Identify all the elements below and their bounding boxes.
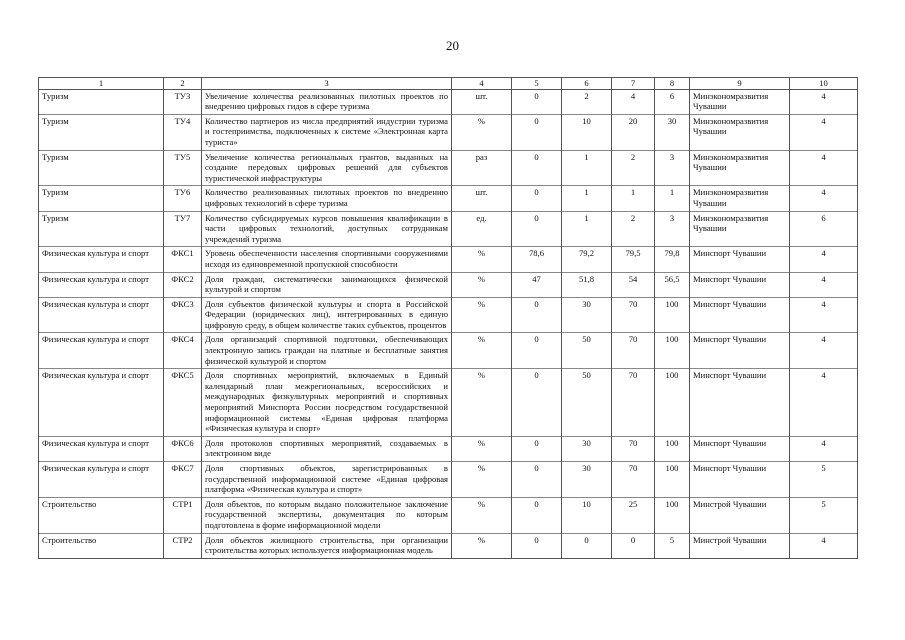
unit-cell: % [452,114,512,150]
table-row [39,211,858,247]
code-cell: ФКС3 [164,297,202,333]
number-cell: 4 [790,297,858,333]
unit-cell: % [452,436,512,461]
value-cell: 100 [655,462,690,498]
indicator-cell: Уровень обеспеченности населения спортивными сооружениями исходя из единовременной пропускной способности [202,247,452,272]
unit-cell: % [452,462,512,498]
column-header: 9 [690,78,790,90]
code-cell: ФКС2 [164,272,202,297]
code-cell: СТР2 [164,533,202,558]
table-row [39,247,858,272]
value-cell: 70 [612,297,655,333]
value-cell: 100 [655,369,690,437]
code-cell: ТУ7 [164,211,202,247]
code-cell: ТУ3 [164,89,202,114]
number-cell: 4 [790,533,858,558]
column-header: 1 [39,78,164,90]
number-cell: 4 [790,89,858,114]
value-cell: 70 [612,369,655,437]
unit-cell: % [452,333,512,369]
area-cell: Туризм [39,114,164,150]
area-cell: Туризм [39,186,164,211]
value-cell: 70 [612,436,655,461]
value-cell: 10 [562,114,612,150]
indicator-cell: Количество реализованных пилотных проектов по внедрению цифровых технологий в сфере туризма [202,186,452,211]
value-cell: 78,6 [512,247,562,272]
indicator-cell: Доля субъектов физической культуры и спорта в Российской Федерации (юридических лиц), интегрированных в единую цифровую среду, в общем количестве таких субъектов, процентов [202,297,452,333]
value-cell: 79,8 [655,247,690,272]
value-cell: 100 [655,436,690,461]
indicator-cell: Доля объектов, по которым выдано положительное заключение государственной экспертизы, документация по которым подготовлена в форме информационной модели [202,497,452,533]
table-row [39,436,858,461]
code-cell: ФКС5 [164,369,202,437]
value-cell: 0 [512,497,562,533]
value-cell: 79,2 [562,247,612,272]
value-cell: 79,5 [612,247,655,272]
table-row [39,297,858,333]
value-cell: 25 [612,497,655,533]
value-cell: 3 [655,150,690,186]
value-cell: 2 [562,89,612,114]
table-body [39,89,858,558]
value-cell: 1 [612,186,655,211]
area-cell: Туризм [39,150,164,186]
table-row [39,272,858,297]
value-cell: 1 [655,186,690,211]
indicator-cell: Доля организаций спортивной подготовки, обеспечивающих электронную запись граждан на платные и бесплатные занятия физической культурой и спортом [202,333,452,369]
value-cell: 30 [655,114,690,150]
area-cell: Физическая культура и спорт [39,462,164,498]
page-number: 20 [446,38,459,53]
indicator-cell: Доля протоколов спортивных мероприятий, создаваемых в электронном виде [202,436,452,461]
value-cell: 100 [655,297,690,333]
unit-cell: % [452,533,512,558]
indicator-cell: Количество субсидируемых курсов повышения квалификации в части цифровых технологий, доступных сотрудникам учреждений туризма [202,211,452,247]
value-cell: 4 [612,89,655,114]
area-cell: Туризм [39,89,164,114]
column-header: 6 [562,78,612,90]
table-row [39,462,858,498]
table-row [39,533,858,558]
column-header: 5 [512,78,562,90]
table-row [39,333,858,369]
code-cell: ТУ5 [164,150,202,186]
area-cell: Физическая культура и спорт [39,297,164,333]
value-cell: 70 [612,333,655,369]
value-cell: 3 [655,211,690,247]
indicator-cell: Доля объектов жилищного строительства, при организации строительства которых используется информационная модель [202,533,452,558]
value-cell: 100 [655,333,690,369]
value-cell: 0 [612,533,655,558]
value-cell: 0 [512,297,562,333]
table-row [39,186,858,211]
table-row [39,369,858,437]
unit-cell: раз [452,150,512,186]
code-cell: ТУ6 [164,186,202,211]
responsible-org-cell: Минспорт Чувашии [690,369,790,437]
unit-cell: % [452,297,512,333]
unit-cell: ед. [452,211,512,247]
value-cell: 0 [512,211,562,247]
responsible-org-cell: Минспорт Чувашии [690,436,790,461]
column-header: 4 [452,78,512,90]
column-header: 2 [164,78,202,90]
value-cell: 1 [562,186,612,211]
responsible-org-cell: Минэкономразвития Чувашии [690,89,790,114]
value-cell: 50 [562,369,612,437]
column-header: 3 [202,78,452,90]
code-cell: СТР1 [164,497,202,533]
table-row [39,89,858,114]
responsible-org-cell: Минспорт Чувашии [690,247,790,272]
number-cell: 4 [790,436,858,461]
indicator-cell: Увеличение количества региональных грантов, выданных на создание передовых цифровых решений для субъектов туристической инфраструктуры [202,150,452,186]
value-cell: 0 [512,333,562,369]
unit-cell: % [452,272,512,297]
value-cell: 2 [612,150,655,186]
value-cell: 1 [562,150,612,186]
area-cell: Физическая культура и спорт [39,333,164,369]
table-row [39,497,858,533]
indicator-cell: Увеличение количества реализованных пилотных проектов по внедрению цифровых гидов в сфере туризма [202,89,452,114]
responsible-org-cell: Минстрой Чувашии [690,533,790,558]
value-cell: 1 [562,211,612,247]
indicator-cell: Доля спортивных объектов, зарегистрированных в государственной информационной системе «Единая цифровая платформа «Физическая культура и спорт» [202,462,452,498]
responsible-org-cell: Минспорт Чувашии [690,272,790,297]
number-cell: 4 [790,369,858,437]
unit-cell: шт. [452,186,512,211]
area-cell: Физическая культура и спорт [39,369,164,437]
responsible-org-cell: Минэкономразвития Чувашии [690,150,790,186]
value-cell: 0 [512,533,562,558]
value-cell: 100 [655,497,690,533]
column-header: 7 [612,78,655,90]
code-cell: ФКС7 [164,462,202,498]
code-cell: ФКС6 [164,436,202,461]
number-cell: 4 [790,333,858,369]
value-cell: 5 [655,533,690,558]
value-cell: 30 [562,436,612,461]
value-cell: 0 [512,150,562,186]
column-header: 8 [655,78,690,90]
value-cell: 2 [612,211,655,247]
value-cell: 56,5 [655,272,690,297]
responsible-org-cell: Минстрой Чувашии [690,497,790,533]
table-header-row [39,78,858,90]
area-cell: Физическая культура и спорт [39,247,164,272]
responsible-org-cell: Минэкономразвития Чувашии [690,186,790,211]
number-cell: 5 [790,462,858,498]
value-cell: 51,8 [562,272,612,297]
value-cell: 0 [512,89,562,114]
value-cell: 0 [512,114,562,150]
unit-cell: % [452,497,512,533]
responsible-org-cell: Минэкономразвития Чувашии [690,114,790,150]
code-cell: ТУ4 [164,114,202,150]
value-cell: 20 [612,114,655,150]
value-cell: 70 [612,462,655,498]
responsible-org-cell: Минспорт Чувашии [690,333,790,369]
value-cell: 0 [512,436,562,461]
area-cell: Физическая культура и спорт [39,436,164,461]
number-cell: 4 [790,114,858,150]
value-cell: 30 [562,462,612,498]
responsible-org-cell: Минспорт Чувашии [690,462,790,498]
code-cell: ФКС1 [164,247,202,272]
indicator-cell: Количество партнеров из числа предприятий индустрии туризма и гостеприимства, подключенных к системе «Электронная карта туриста» [202,114,452,150]
number-cell: 4 [790,247,858,272]
area-cell: Туризм [39,211,164,247]
column-header: 10 [790,78,858,90]
area-cell: Строительство [39,533,164,558]
responsible-org-cell: Минэкономразвития Чувашии [690,211,790,247]
value-cell: 50 [562,333,612,369]
number-cell: 5 [790,497,858,533]
code-cell: ФКС4 [164,333,202,369]
indicators-table [38,77,858,559]
value-cell: 10 [562,497,612,533]
indicator-cell: Доля спортивных мероприятий, включаемых в Единый календарный план межрегиональных, всероссийских и международных физкультурных мероприятий и спортивных мероприятий Минспорта России посредством государственной информационной системы «Единая цифровая платформа «Физическая культура и спорт» [202,369,452,437]
value-cell: 0 [512,369,562,437]
value-cell: 30 [562,297,612,333]
responsible-org-cell: Минспорт Чувашии [690,297,790,333]
area-cell: Физическая культура и спорт [39,272,164,297]
indicator-cell: Доля граждан, систематически занимающихся физической культурой и спортом [202,272,452,297]
value-cell: 54 [612,272,655,297]
number-cell: 4 [790,150,858,186]
value-cell: 0 [512,462,562,498]
number-cell: 4 [790,186,858,211]
value-cell: 0 [512,186,562,211]
value-cell: 47 [512,272,562,297]
table-row [39,114,858,150]
table-row [39,150,858,186]
number-cell: 4 [790,272,858,297]
area-cell: Строительство [39,497,164,533]
unit-cell: % [452,369,512,437]
value-cell: 6 [655,89,690,114]
unit-cell: % [452,247,512,272]
value-cell: 0 [562,533,612,558]
unit-cell: шт. [452,89,512,114]
number-cell: 6 [790,211,858,247]
